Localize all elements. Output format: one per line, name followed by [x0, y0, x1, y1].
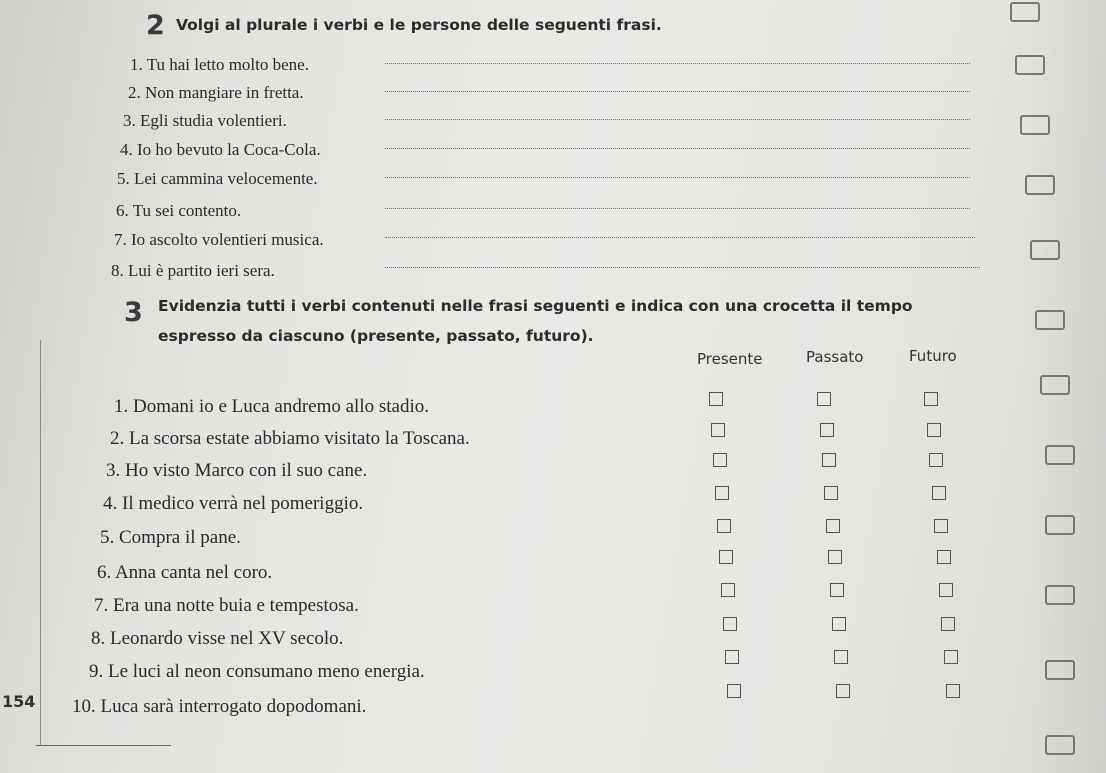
answer-line[interactable] [385, 63, 970, 64]
answer-line[interactable] [385, 148, 970, 149]
checkbox-presente[interactable] [709, 392, 723, 406]
checkbox-futuro[interactable] [932, 486, 946, 500]
exercise-2-number: 2 [146, 10, 165, 41]
exercise-2-item: 6. Tu sei contento. [116, 201, 242, 220]
checkbox-presente[interactable] [725, 650, 739, 664]
checkbox-presente[interactable] [717, 519, 731, 533]
checkbox-futuro[interactable] [937, 550, 951, 564]
exercise-3-instruction-line1: Evidenzia tutti i verbi contenuti nelle frasi seguenti e indica con una crocetta il tempo [158, 297, 913, 315]
answer-line[interactable] [385, 237, 975, 238]
exercise-3-instruction-line2: espresso da ciascuno (presente, passato, futuro). [158, 327, 594, 345]
exercise-3-item: 1. Domani io e Luca andremo allo stadio. [114, 396, 429, 417]
checkbox-futuro[interactable] [924, 392, 938, 406]
checkbox-presente[interactable] [719, 550, 733, 564]
checkbox-passato[interactable] [817, 392, 831, 406]
exercise-3-item: 6. Anna canta nel coro. [97, 562, 273, 583]
spiral-ring [1025, 175, 1055, 195]
exercise-2-item: 4. Io ho bevuto la Coca-Cola. [120, 140, 321, 159]
exercise-2-item: 2. Non mangiare in fretta. [128, 83, 304, 102]
spiral-ring [1035, 310, 1065, 330]
exercise-3-item: 7. Era una notte buia e tempestosa. [94, 595, 359, 616]
checkbox-passato[interactable] [832, 617, 846, 631]
checkbox-passato[interactable] [828, 550, 842, 564]
checkbox-passato[interactable] [820, 423, 834, 437]
checkbox-passato[interactable] [834, 650, 848, 664]
checkbox-futuro[interactable] [929, 453, 943, 467]
checkbox-futuro[interactable] [934, 519, 948, 533]
checkbox-futuro[interactable] [941, 617, 955, 631]
checkbox-futuro[interactable] [946, 684, 960, 698]
answer-line[interactable] [385, 208, 970, 209]
column-header-futuro: Futuro [909, 347, 957, 365]
exercise-2-item: 5. Lei cammina velocemente. [117, 169, 318, 188]
checkbox-passato[interactable] [830, 583, 844, 597]
checkbox-futuro[interactable] [927, 423, 941, 437]
checkbox-presente[interactable] [727, 684, 741, 698]
checkbox-futuro[interactable] [944, 650, 958, 664]
answer-line[interactable] [385, 119, 970, 120]
exercise-2-instruction: Volgi al plurale i verbi e le persone delle seguenti frasi. [176, 16, 662, 34]
exercise-3-item: 4. Il medico verrà nel pomeriggio. [103, 493, 364, 514]
exercise-3-number: 3 [124, 297, 143, 328]
spiral-ring [1030, 240, 1060, 260]
exercise-2-item: 1. Tu hai letto molto bene. [130, 55, 309, 74]
checkbox-passato[interactable] [826, 519, 840, 533]
spiral-ring [1045, 585, 1075, 605]
exercise-3-item: 5. Compra il pane. [100, 527, 241, 548]
column-header-presente: Presente [697, 350, 763, 368]
checkbox-presente[interactable] [713, 453, 727, 467]
margin-line [40, 340, 41, 745]
spiral-ring [1045, 660, 1075, 680]
exercise-3-item: 10. Luca sarà interrogato dopodomani. [72, 696, 367, 717]
exercise-3-item: 9. Le luci al neon consumano meno energia. [89, 661, 425, 682]
exercise-2-item: 8. Lui è partito ieri sera. [111, 261, 275, 280]
exercise-3-item: 3. Ho visto Marco con il suo cane. [106, 460, 368, 481]
checkbox-presente[interactable] [721, 583, 735, 597]
column-header-passato: Passato [806, 348, 864, 366]
answer-line[interactable] [385, 177, 970, 178]
exercise-2-item: 3. Egli studia volentieri. [123, 111, 287, 130]
checkbox-passato[interactable] [824, 486, 838, 500]
checkbox-futuro[interactable] [939, 583, 953, 597]
checkbox-passato[interactable] [836, 684, 850, 698]
page-divider [36, 745, 171, 746]
answer-line[interactable] [385, 91, 970, 92]
spiral-ring [1020, 115, 1050, 135]
spiral-ring [1010, 2, 1040, 22]
spiral-ring [1045, 445, 1075, 465]
checkbox-presente[interactable] [715, 486, 729, 500]
spiral-ring [1015, 55, 1045, 75]
answer-line[interactable] [385, 267, 980, 268]
spiral-ring [1045, 735, 1075, 755]
checkbox-passato[interactable] [822, 453, 836, 467]
spiral-ring [1040, 375, 1070, 395]
exercise-3-item: 2. La scorsa estate abbiamo visitato la Toscana. [110, 428, 470, 449]
spiral-ring [1045, 515, 1075, 535]
checkbox-presente[interactable] [711, 423, 725, 437]
page-number: 154 [2, 692, 36, 711]
exercise-3-item: 8. Leonardo visse nel XV secolo. [91, 628, 344, 649]
checkbox-presente[interactable] [723, 617, 737, 631]
exercise-2-item: 7. Io ascolto volentieri musica. [114, 230, 324, 249]
